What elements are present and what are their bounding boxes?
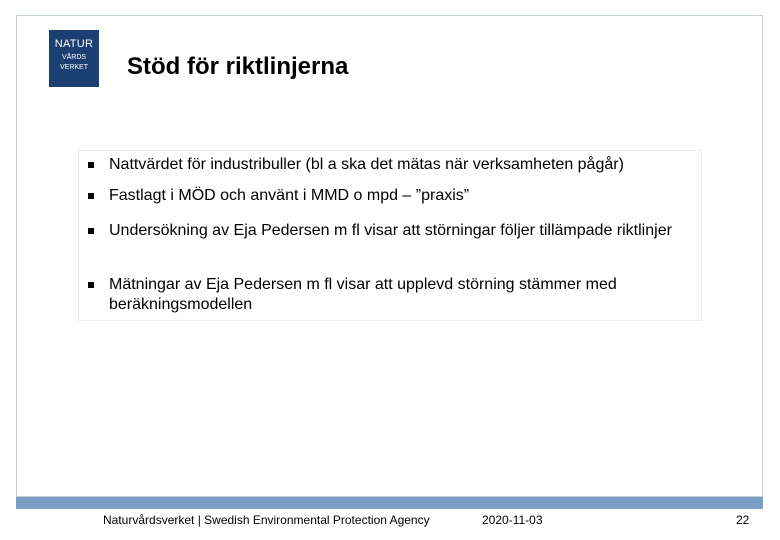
bullet-square-icon bbox=[88, 282, 94, 288]
bullet-text: Fastlagt i MÖD och använt i MMD o mpd – ”praxis” bbox=[109, 187, 470, 204]
logo-text-line-2: VÅRDS bbox=[61, 54, 87, 61]
bullet-text: Nattvärdet för industribuller (bl a ska det mätas när verksamheten pågår) bbox=[109, 156, 624, 173]
bullet-item bbox=[79, 275, 729, 315]
footer-page-number: 22 bbox=[736, 513, 750, 527]
footer-organization: Naturvårdsverket | Swedish Environmental Protection Agency bbox=[103, 513, 430, 527]
bullet-text: Mätningar av Eja Pedersen m fl visar att upplevd störning stämmer med beräkningsmodellen bbox=[109, 276, 617, 313]
slide-title: Stöd för riktlinjerna bbox=[127, 53, 349, 80]
naturvardsverket-logo bbox=[49, 30, 99, 87]
logo-text-line-1: NATUR bbox=[54, 38, 94, 50]
bullet-item bbox=[79, 186, 729, 206]
bullet-square-icon bbox=[88, 193, 94, 199]
footer-date: 2020-11-03 bbox=[482, 513, 543, 527]
logo-text-line-3: VERKET bbox=[59, 64, 88, 71]
bullet-square-icon bbox=[88, 228, 94, 234]
content-box bbox=[78, 150, 702, 321]
bullet-square-icon bbox=[88, 162, 94, 168]
bullet-item bbox=[79, 155, 729, 175]
footer-bar bbox=[16, 497, 763, 509]
bullet-item bbox=[79, 221, 729, 241]
bullet-text: Undersökning av Eja Pedersen m fl visar att störningar följer tillämpade riktlinjer bbox=[109, 222, 672, 239]
